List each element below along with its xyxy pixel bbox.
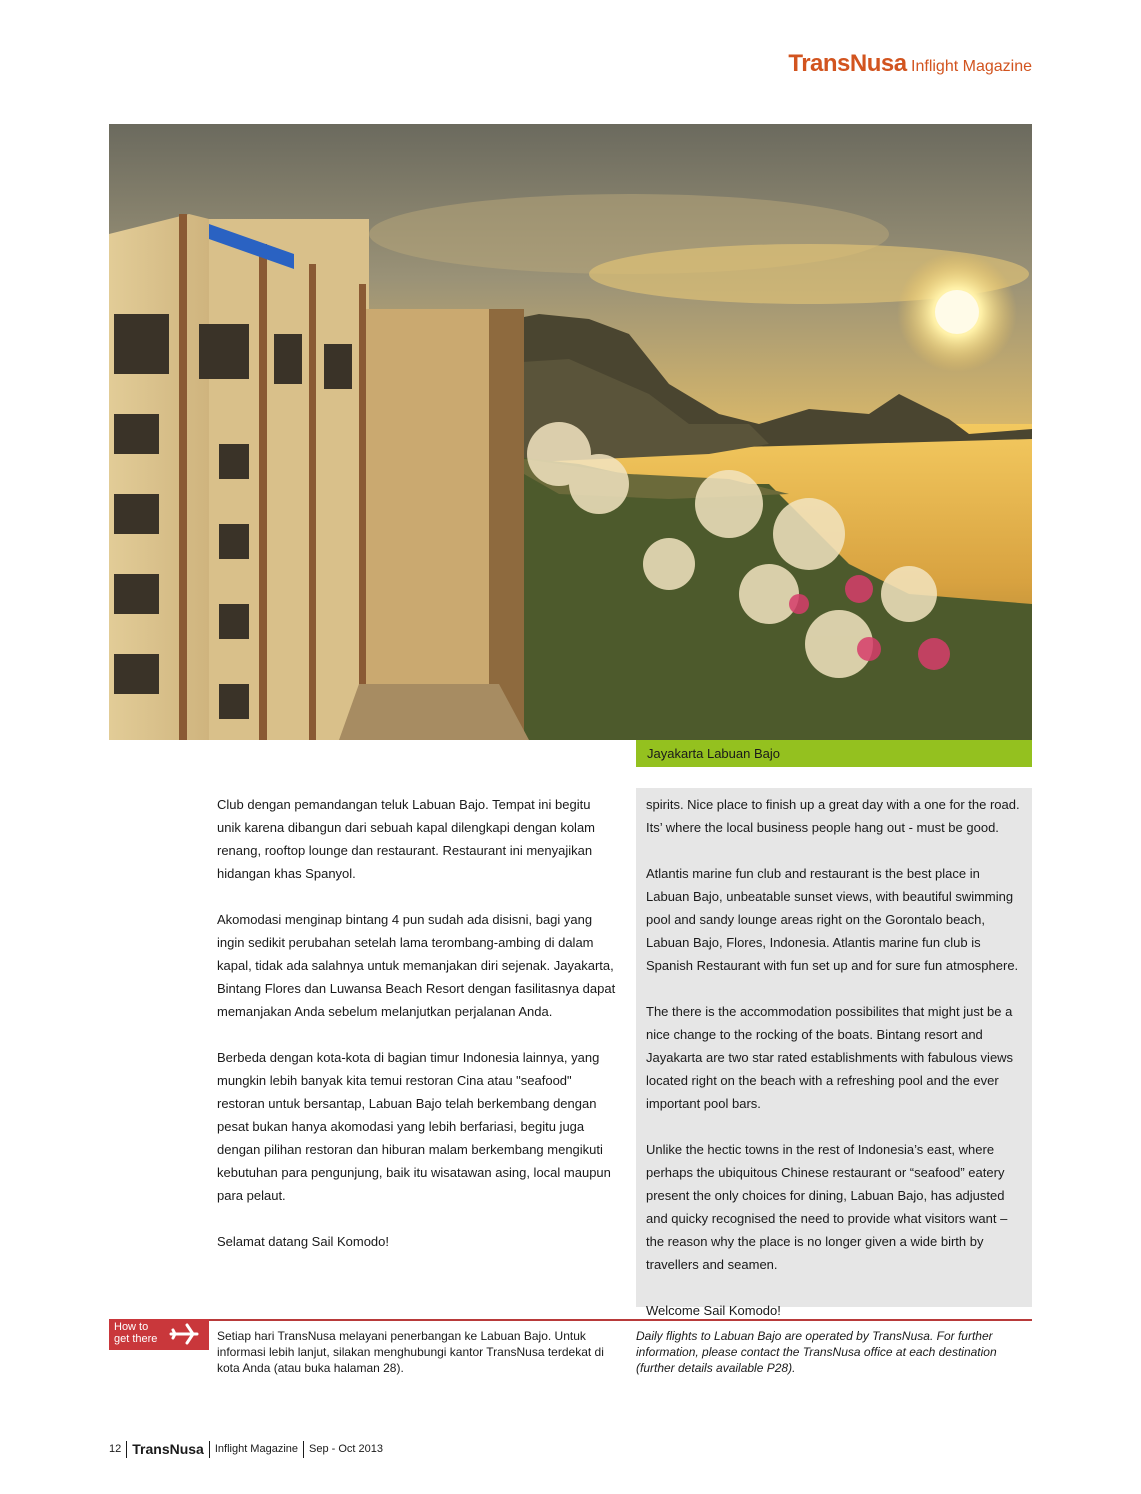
paragraph: spirits. Nice place to finish up a great day with a one for the road. Its’ where the local business people hang out - must be good. — [646, 797, 1020, 835]
article-column-indonesian — [217, 793, 617, 1276]
article-column-english — [646, 793, 1022, 1345]
paragraph: Berbeda dengan kota-kota di bagian timur Indonesia lainnya, yang mungkin lebih banyak kita temui restoran Cina atau "seafood" restoran untuk bersantap, Labuan Bajo telah berkembang dengan pesat bukan hanya akomodasi yang lebih berfariasi, begitu juga dengan pilihan restoran dan hiburan malam berkembang mengikuti kebutuhan para pengunjung, baik itu wisatawan asing, local maupun para pelaut. — [217, 1050, 611, 1203]
paragraph: Akomodasi menginap bintang 4 pun sudah ada disisni, bagi yang ingin sedikit perubahan setelah lama terombang-ambing di dalam kapal, tidak ada salahnya untuk memanjakan diri sejenak. Jayakarta, Bintang Flores dan Luwansa Beach Resort dengan fasilitasnya dapat memanjakan Anda sebelum melanjutkan perjalanan Anda. — [217, 912, 616, 1019]
footer-brand: TransNusa — [132, 1441, 204, 1457]
how-to-label-line2: get there — [114, 1333, 158, 1345]
how-to-get-there-tab — [109, 1319, 209, 1350]
paragraph: Selamat datang Sail Komodo! — [217, 1234, 389, 1249]
paragraph: Atlantis marine fun club and restaurant is the best place in Labuan Bajo, unbeatable sunset views, with beautiful swimming pool and sandy lounge areas right on the Gorontalo beach, Labuan Bajo, Flores, Indonesia. Atlantis marine fun club is Spanish Restaurant with fun set up and for sure fun atmosphere. — [646, 866, 1019, 973]
paragraph: Club dengan pemandangan teluk Labuan Bajo. Tempat ini begitu unik karena dibangun dari sebuah kapal dilengkapi dengan kolam renang, rooftop lounge dan restaurant. Restaurant ini menyajikan hidangan khas Spanyol. — [217, 797, 595, 881]
airplane-icon — [169, 1321, 201, 1352]
paragraph: Unlike the hectic towns in the rest of Indonesia’s east, where perhaps the ubiquitous Chinese restaurant or “seafood” eatery present the only choices for dining, Labuan Bajo, has adjusted and quicky recognised the need to provide what visitors want – the reason why the place is no longer given a wide birth by travellers and seamen. — [646, 1142, 1008, 1272]
footer-magazine: Inflight Magazine — [214, 1443, 299, 1455]
header-brand — [788, 50, 1032, 78]
paragraph: The there is the accommodation possibilites that might just be a nice change to the rocking of the boats. Bintang resort and Jayakarta are two star rated establishments with fabulous views located right on the beach with a refreshing pool and the ever important pool bars. — [646, 1004, 1014, 1111]
page-number: 12 — [109, 1443, 122, 1455]
photo-caption: Jayakarta Labuan Bajo — [636, 740, 1032, 767]
header-brand-name: TransNusa — [788, 50, 907, 77]
header-subtitle: Inflight Magazine — [911, 58, 1032, 75]
paragraph: Welcome Sail Komodo! — [646, 1303, 781, 1318]
footer-separator — [126, 1441, 127, 1458]
flight-info-english: Daily flights to Labuan Bajo are operated by TransNusa. For further information, please contact the TransNusa office at each destination (further details available P28). — [636, 1329, 997, 1375]
page-footer — [109, 1440, 383, 1458]
footer-issue: Sep - Oct 2013 — [309, 1443, 384, 1455]
hotel-sunset-photo — [109, 124, 1032, 740]
footer-separator — [209, 1441, 210, 1458]
how-to-label — [114, 1321, 157, 1345]
flight-info-indonesian: Setiap hari TransNusa melayani penerbangan ke Labuan Bajo. Untuk informasi lebih lanjut, silakan menghubungi kantor TransNusa terdekat di kota Anda (atau buka halaman 28). — [217, 1329, 604, 1375]
section-divider — [109, 1319, 1032, 1321]
how-to-label-line1: How to — [114, 1321, 149, 1333]
footer-separator — [303, 1441, 304, 1458]
